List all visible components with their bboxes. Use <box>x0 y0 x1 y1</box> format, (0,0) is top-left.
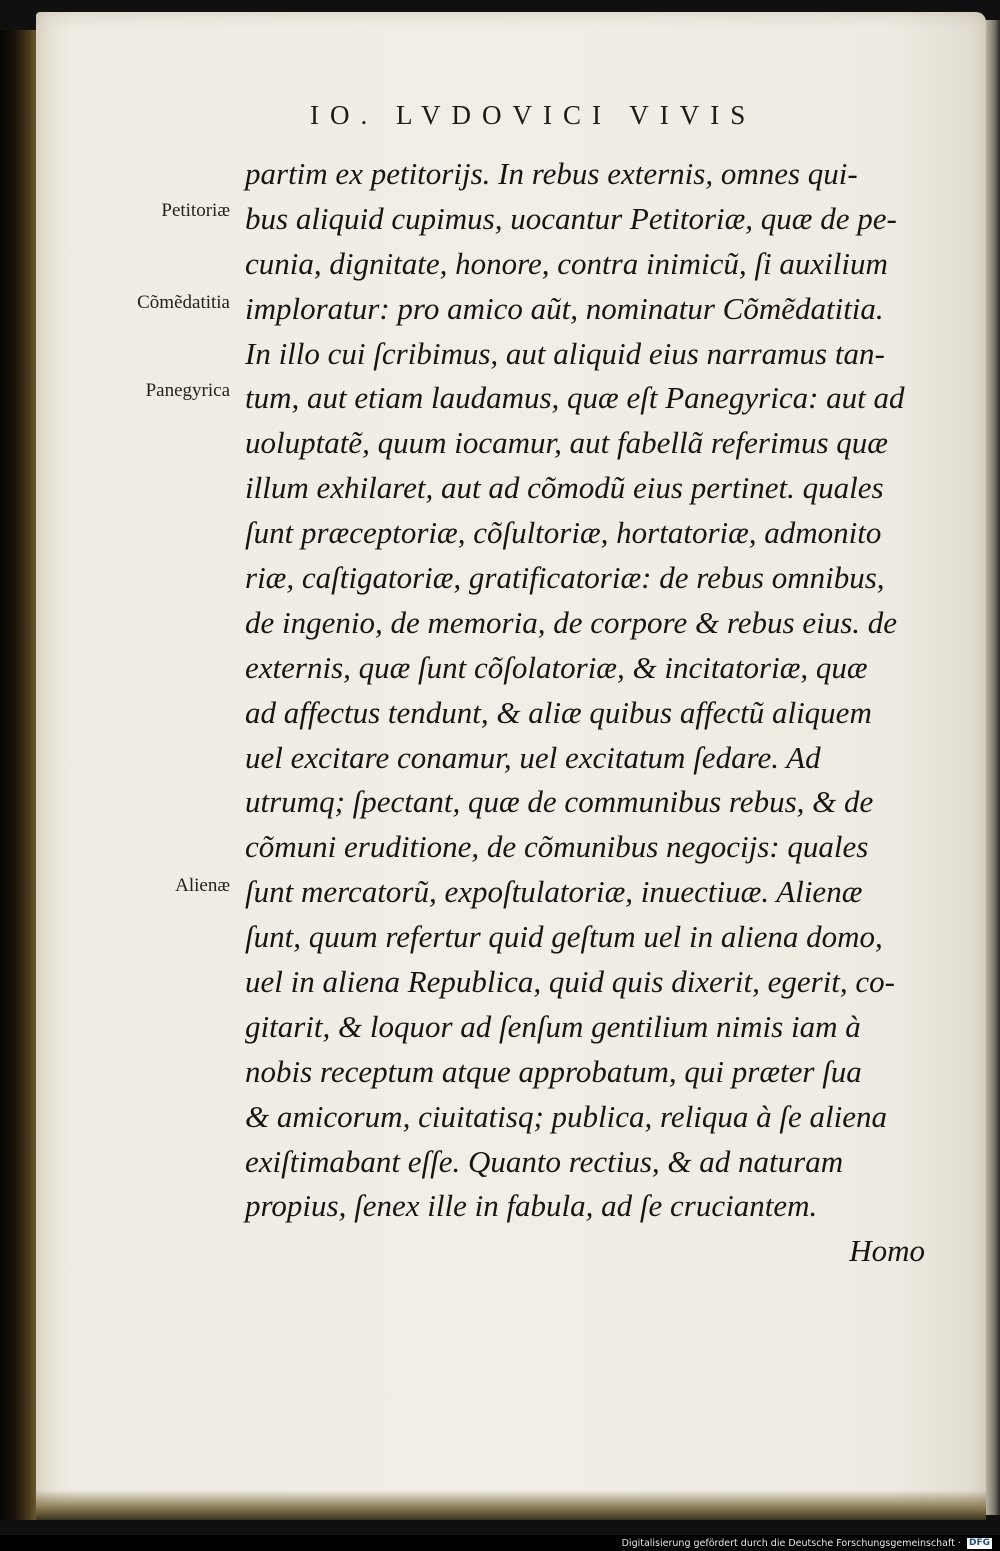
text-line: bus aliquid cupimus, uocantur Petitoriæ, quæ de pe- <box>245 200 897 236</box>
running-head: IO. LVDOVICI VIVIS <box>310 100 757 130</box>
page-edge <box>986 20 1000 1515</box>
dfg-logo: DFG <box>968 1538 990 1548</box>
text-line: tum, aut etiam laudamus, quæ eſt Panegyrica: aut ad <box>245 380 905 416</box>
text-line: exiſtimabant eſſe. Quanto rectius, & ad naturam <box>245 1143 844 1179</box>
text-line: imploratur: pro amico aũt, nominatur Cõmẽdatitia. <box>245 290 884 326</box>
text-line: ſunt, quum refertur quid geſtum uel in aliena domo, <box>245 919 883 955</box>
text-line: partim ex petitorijs. In rebus externis, omnes qui- <box>245 156 858 191</box>
text-line: cõmuni eruditione, de cõmunibus negocijs: quales <box>245 829 869 865</box>
marginal-note-alienae: Alienæ <box>175 875 230 896</box>
text-line: nobis receptum atque approbatum, qui præter ſua <box>245 1053 862 1089</box>
text-line: utrumq; ſpectant, quæ de communibus rebus, & de <box>245 784 874 820</box>
text-line: ſunt præceptoriæ, cõſultoriæ, hortatoriæ, admonito <box>245 515 882 551</box>
marginal-note-panegyrica: Panegyrica <box>145 380 230 401</box>
text-line: propius, ſenex ille in fabula, ad ſe cruciantem. <box>245 1188 818 1224</box>
text-line: riæ, caſtigatoriæ, gratificatoriæ: de rebus omnibus, <box>245 560 885 596</box>
catchword: Homo <box>849 1233 925 1269</box>
body-text <box>245 152 945 1274</box>
text-line: externis, quæ ſunt cõſolatoriæ, & incitatoriæ, quæ <box>245 649 868 685</box>
text-line: uoluptatẽ, quum iocamur, aut fabellã referimus quæ <box>245 425 888 461</box>
text-line: de ingenio, de memoria, de corpore & rebus eius. de <box>245 604 898 640</box>
text-line: & amicorum, ciuitatisq; publica, reliqua à ſe aliena <box>245 1098 888 1134</box>
text-line: In illo cui ſcribimus, aut aliquid eius narramus tan- <box>245 335 885 371</box>
footer-credit-text: Digitalisierung gefördert durch die Deutsche Forschungsgemeinschaft · <box>621 1538 961 1549</box>
marginal-note-commendatitia: Cõmẽdatitia <box>137 292 230 313</box>
marginal-note-petitoriae: Petitoriæ <box>161 200 230 221</box>
text-line: uel in aliena Republica, quid quis dixerit, egerit, co- <box>245 964 896 1000</box>
book-spine <box>0 30 36 1520</box>
text-line: cunia, dignitate, honore, contra inimicũ, ſi auxilium <box>245 245 888 281</box>
footer-credit <box>622 1536 992 1551</box>
text-line: illum exhilaret, aut ad cõmodũ eius pertinet. quales <box>245 470 884 506</box>
text-line: uel excitare conamur, uel excitatum ſedare. Ad <box>245 739 821 775</box>
text-line: ad affectus tendunt, & aliæ quibus affectũ aliquem <box>245 694 872 730</box>
page-bottom-edge <box>36 1490 986 1520</box>
text-line: gitarit, & loquor ad ſenſum gentilium nimis iam à <box>245 1008 861 1044</box>
text-line: ſunt mercatorũ, expoſtulatoriæ, inuectiuæ. Alienæ <box>245 874 863 910</box>
